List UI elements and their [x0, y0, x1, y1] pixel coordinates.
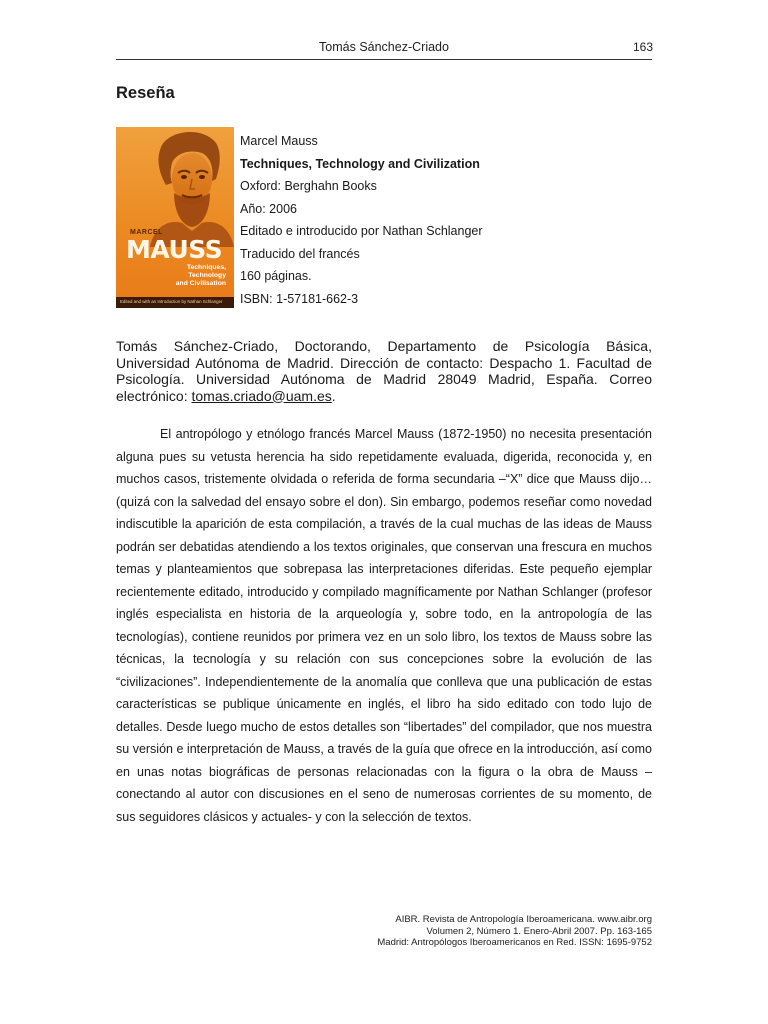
reviewer-affiliation: [116, 338, 652, 404]
cover-subtitle-line: Techniques,: [186, 264, 226, 271]
affiliation-end: .: [331, 387, 336, 404]
affiliation-text: Tomás Sánchez-Criado, Doctorando, Departamento de Psicología Básica, Universidad Autónoma de Madrid. Dirección de contacto: Despacho 1. Facultad de Psicología. Universidad Autónoma de Madrid 28049 Madrid, España. Correo electrónico:: [116, 338, 652, 404]
biblio-author: Marcel Mauss: [240, 134, 318, 148]
section-title: Reseña: [116, 84, 175, 102]
cover-author-last-name: MAUSS: [126, 235, 223, 264]
email-link[interactable]: tomas.criado@uam.es: [191, 387, 332, 404]
journal-footer: [377, 914, 652, 949]
biblio-translation: Traducido del francés: [240, 246, 360, 261]
cover-subtitle-line: and Civilisation: [175, 280, 226, 287]
cover-subtitle-line: Technology: [188, 272, 226, 279]
running-header-author: Tomás Sánchez-Criado: [319, 40, 449, 54]
cover-editor-line: Edited and with an Introduction by Nathan Schlanger: [120, 299, 223, 304]
biblio-pages: 160 páginas.: [240, 269, 312, 283]
footer-publisher-line: Madrid: Antropólogos Iberoamericanos en Red. ISSN: 1695-9752: [377, 937, 652, 948]
footer-volume-line: Volumen 2, Número 1. Enero-Abril 2007. Pp. 163-165: [426, 925, 652, 937]
footer-journal-line: AIBR. Revista de Antropología Iberoamericana. www.aibr.org: [395, 914, 652, 925]
cover-author-first-name: MARCEL: [130, 229, 163, 236]
review-body-paragraph: El antropólogo y etnólogo francés Marcel Mauss (1872-1950) no necesita presentación alguna pues su vetusta herencia ha sido repetidamente evaluada, digerida, reconocida y, en muchos casos, tristemente olvidada o referida de forma secundaria –“X” dice que Mauss dijo… (quizá con la salvedad del ensayo sobre el don). Sin embargo, podemos reseñar como novedad indiscutible la aparición de esta compilación, a través de la cual muchas de las ideas de Mauss podrán ser debatidas atendiendo a los textos originales, que conservan una frescura en muchos temas y planteamientos que sobrepasa las interpretaciones diferidas. Este pequeño ejemplar recientemente editado, introducido y compilado magníficamente por Nathan Schlanger (profesor inglés especialista en historia de la arqueología y, sobre todo, en la antropología de las tecnologías), contiene reunidos por primera vez en un solo libro, los textos de Mauss sobre las técnicas, la tecnología y su relación con sus concepciones sobre la evolución de las “civilizaciones”. Independientemente de la anomalía que conlleva que una publicación de estas características se publique únicamente en inglés, el libro ha sido editado con todo lujo de detalles. Desde luego mucho de estos detalles son “libertades” del compilador, que nos muestra su versión e interpretación de Mauss, a través de la guía que ofrece en la introducción, así como en unas notas biográficas de personas relacionadas con la figura o la obra de Mauss –conectando al autor con discusiones en el seno de numerosas corrientes de su momento, de sus seguidores clásicos y actuales- y con la selección de textos.: [116, 427, 652, 824]
book-cover-image: [116, 127, 234, 308]
biblio-publisher: Oxford: Berghahn Books: [240, 179, 377, 193]
bibliographic-details: [240, 133, 483, 313]
biblio-year: Año: 2006: [240, 201, 297, 216]
biblio-isbn: ISBN: 1-57181-662-3: [240, 291, 359, 306]
cover-subtitle: [146, 264, 226, 288]
header-rule: [116, 59, 652, 60]
biblio-editor: Editado e introducido por Nathan Schlanger: [240, 224, 483, 238]
page-number: 163: [632, 40, 653, 54]
biblio-title: Techniques, Technology and Civilization: [240, 156, 480, 171]
